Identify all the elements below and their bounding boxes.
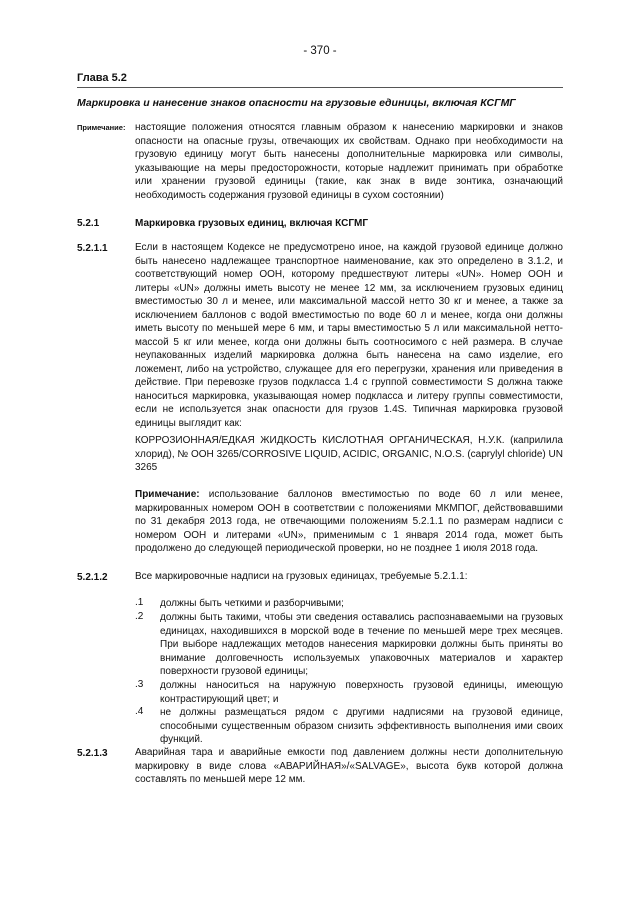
marking-example: КОРРОЗИОННАЯ/ЕДКАЯ ЖИДКОСТЬ КИСЛОТНАЯ ОРГАНИЧЕСКАЯ, Н.У.К. (каприлила хлорид), № ООН 3265/CORROSIVE LIQUID, ACIDIC, ORGANIC, N.O.S. (caprylyl chloride) UN 3265 (135, 435, 563, 473)
section-5-2-1-3-text: Аварийная тара и аварийные емкости под давлением должны нести дополнительную маркировку в виде слова «АВАРИЙНАЯ»/«SALVAGE», высота букв которой должна составлять по меньшей мере 12 мм. (135, 747, 563, 785)
section-5-2-1-title: Маркировка грузовых единиц, включая КСГМГ (135, 218, 368, 229)
section-5-2-1-1-note (135, 488, 563, 556)
section-5-2-1-2-number: 5.2.1.2 (77, 572, 108, 583)
list-item-number: .1 (135, 597, 144, 608)
note-label: Примечание: (135, 489, 200, 500)
list-item-text: должны быть такими, чтобы эти сведения оставались распознаваемыми на грузовых единицах, находившихся в морской воде в течение по меньшей мере трех месяцев. При выборе надлежащих методов нанесения маркировки должны быть приняты во внимание долговечность используемых упаковочных материалов и характер поверхности грузовой единицы; (160, 612, 563, 677)
list-item-text: должны быть четкими и разборчивыми; (160, 598, 344, 609)
section-5-2-1-1-text: Если в настоящем Кодексе не предусмотрено иное, на каждой грузовой единице должно быть нанесено надлежащее транспортное наименование, как это определено в 3.1.2, и соответствующий номер ООН, которому предшествуют литеры «UN». Номер ООН и литеры «UN» должны иметь высоту не менее 12 мм, за исключением грузовых единиц вместимостью 30 л и менее, или максимальной массой нетто 30 кг и менее, а также за исключением баллонов с водой вместимостью по воде 60 л и менее, когда они должны иметь высоту по меньшей мере 6 мм, и тары вместимостью 5 л или максимальной нетто-массой 5 кг или менее, когда они должны быть соотносимого с ней размера. В случае неупакованных изделий маркировка должна быть нанесена на само изделие, его ложемент, либо на устройство, служащее для его перегрузки, хранения или приведения в действие. При перевозке грузов подкласса 1.4 с группой совместимости S должна также наноситься маркировка, указывающая номер подкласса и литеру группы совместимости, если не используется знак опасности для грузов 1.4S. Типичная маркировка грузовой единицы выглядит как: (135, 242, 563, 429)
section-5-2-1-number: 5.2.1 (77, 218, 100, 229)
section-5-2-1-1-number: 5.2.1.1 (77, 243, 108, 254)
section-5-2-1-3-number: 5.2.1.3 (77, 748, 108, 759)
chapter-divider (77, 87, 563, 88)
list-item-text: должны наноситься на наружную поверхность грузовой единицы, имеющую контрастирующий цвет; и (160, 680, 563, 705)
note-text: использование баллонов вместимостью по воде 60 л или менее, маркированных номером ООН в соответствии с положениями МКМПОГ, действовавшими по 31 декабря 2013 года, не отвечающими положениям 5.2.1.1 по размерам надписи с номером ООН и литерами «UN», применимым с 1 января 2014 года, может быть продолжено до следующей периодической проверки, но не позднее 1 июля 2018 года. (135, 489, 563, 554)
section-5-2-1-2-text: Все маркировочные надписи на грузовых единицах, требуемые 5.2.1.1: (135, 571, 468, 582)
intro-note-text: настоящие положения относятся главным образом к нанесению маркировки и знаков опасности на опасные грузы, отвечающих их свойствам. Однако при необходимости на грузовую единицу могут быть нанесены дополнительные маркировка или символы, указывающие на меры предосторожности, которые надлежит принимать при обработке или хранении грузовой единицы (такие, как знак в виде зонтика, означающий необходимость содержания грузовой единицы в сухом состоянии) (135, 122, 563, 201)
chapter-title: Глава 5.2 (77, 72, 127, 84)
list-item-number: .4 (135, 706, 144, 717)
list-item-text: не должны размещаться рядом с другими надписями на грузовой единице, способными существенным образом снизить эффективность выполнения ими своих функций. (160, 707, 563, 745)
intro-note-label: Примечание: (77, 123, 126, 132)
page-number: - 370 - (303, 45, 337, 57)
chapter-subtitle: Маркировка и нанесение знаков опасности на грузовые единицы, включая КСГМГ (77, 97, 516, 109)
list-item-number: .2 (135, 611, 144, 622)
list-item-number: .3 (135, 679, 144, 690)
